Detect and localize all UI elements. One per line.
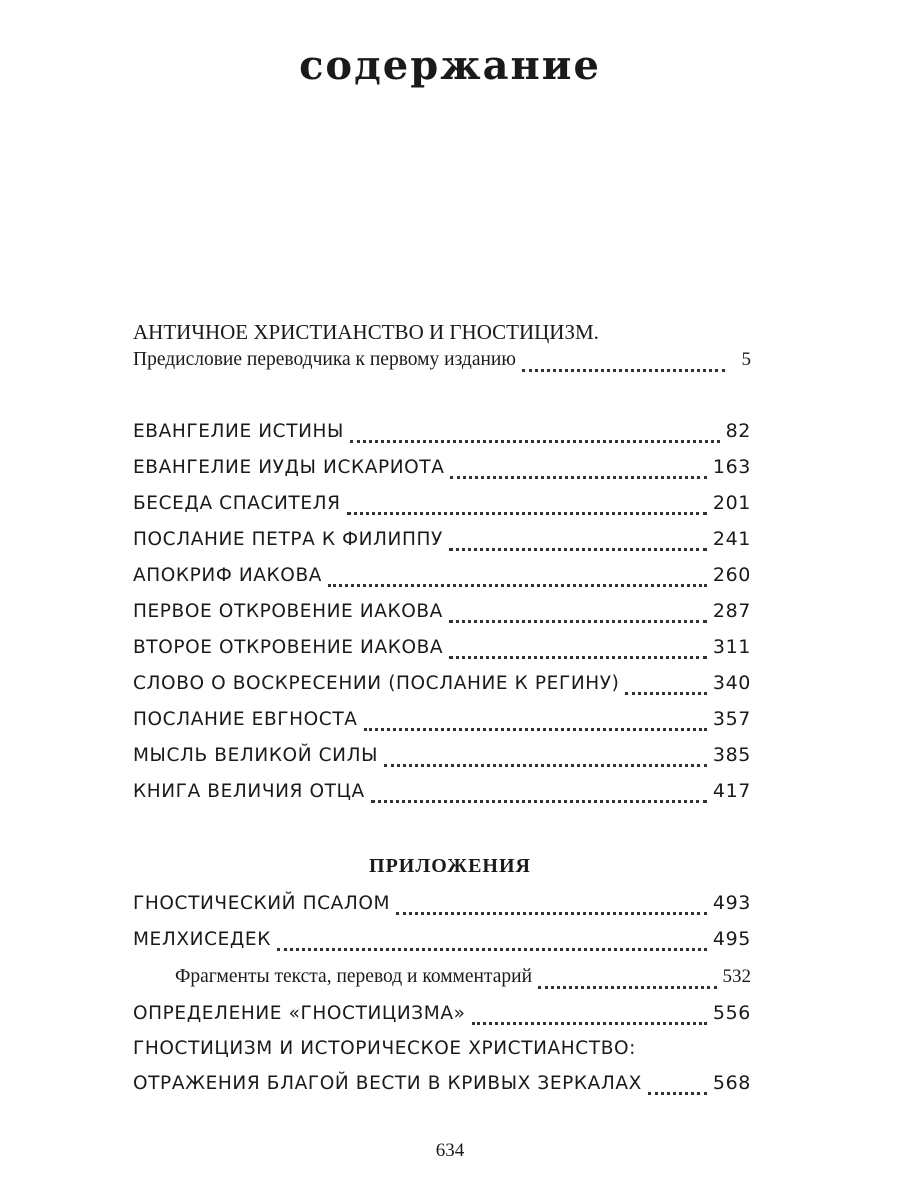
dot-leader (625, 692, 706, 695)
toc-entry-label: СЛОВО О ВОСКРЕСЕНИИ (ПОСЛАНИЕ К РЕГИНУ) (133, 673, 620, 694)
toc-entry (133, 1002, 751, 1032)
toc-entry-label: ГНОСТИЦИЗМ И ИСТОРИЧЕСКОЕ ХРИСТИАНСТВО: (133, 1038, 636, 1059)
dot-leader (449, 620, 707, 623)
toc-entry-page: 417 (712, 780, 751, 802)
toc-entry-page: 241 (712, 528, 751, 550)
page-title: содержание (299, 42, 601, 89)
toc-entry-page: 163 (712, 456, 751, 478)
dot-leader (384, 764, 707, 767)
dot-leader (396, 912, 707, 915)
dot-leader (277, 948, 707, 951)
toc-entry (133, 636, 751, 666)
toc-entry-page: 201 (712, 492, 751, 514)
toc-entry-label: ОТРАЖЕНИЯ БЛАГОЙ ВЕСТИ В КРИВЫХ ЗЕРКАЛАХ (133, 1073, 642, 1094)
toc-entry-label: ГНОСТИЧЕСКИЙ ПСАЛОМ (133, 893, 391, 914)
toc-entry-page: 556 (712, 1002, 751, 1024)
toc-entry-label: ОПРЕДЕЛЕНИЕ «ГНОСТИЦИЗМА» (133, 1003, 466, 1024)
toc-entry-page: 357 (712, 708, 751, 730)
toc-entry-label: Предисловие переводчика к первому изданию (133, 349, 516, 370)
toc-entry-page: 260 (712, 564, 751, 586)
dot-leader (449, 656, 707, 659)
toc-entry-page: 495 (712, 928, 751, 950)
toc-entry-line (133, 1038, 751, 1068)
toc-entry-label: АПОКРИФ ИАКОВА (133, 565, 323, 586)
dot-leader (648, 1092, 707, 1095)
toc-entry-page: 311 (712, 636, 751, 658)
toc-entry (133, 672, 751, 702)
toc-entry-page: 532 (722, 966, 751, 987)
toc-entry-label: Фрагменты текста, перевод и комментарий (175, 966, 532, 987)
dot-leader (328, 584, 707, 587)
toc-entry (133, 456, 751, 486)
dot-leader (522, 369, 725, 372)
toc-entry (133, 892, 751, 922)
dot-leader (364, 728, 707, 731)
toc-entry (133, 420, 751, 450)
toc-entry-label: ВТОРОЕ ОТКРОВЕНИЕ ИАКОВА (133, 637, 444, 658)
toc-entry (133, 349, 751, 379)
toc-entry-label: ЕВАНГЕЛИЕ ИСТИНЫ (133, 421, 344, 442)
toc-entry (133, 600, 751, 630)
toc-entry-page: 5 (741, 349, 751, 370)
toc-entry-label: ЕВАНГЕЛИЕ ИУДЫ ИСКАРИОТА (133, 457, 445, 478)
toc-entry-label: БЕСЕДА СПАСИТЕЛЯ (133, 493, 341, 514)
toc-entry-label: КНИГА ВЕЛИЧИЯ ОТЦА (133, 781, 365, 802)
dot-leader (350, 440, 720, 443)
dot-leader (371, 800, 707, 803)
toc-entry-page: 82 (725, 420, 751, 442)
toc-entry-page: 385 (712, 744, 751, 766)
toc-entry-page: 287 (712, 600, 751, 622)
intro-heading: АНТИЧНОЕ ХРИСТИАНСТВО И ГНОСТИЦИЗМ. (133, 320, 599, 344)
toc-entry-page: 493 (712, 892, 751, 914)
toc-entry-label: ПОСЛАНИЕ ПЕТРА К ФИЛИППУ (133, 529, 443, 550)
toc-entry (133, 928, 751, 958)
dot-leader (347, 512, 707, 515)
dot-leader (472, 1022, 707, 1025)
dot-leader (450, 476, 706, 479)
toc-entry (133, 708, 751, 738)
toc-entry-label: ПОСЛАНИЕ ЕВГНОСТА (133, 709, 358, 730)
toc-entry-page: 568 (712, 1072, 751, 1094)
toc-entry-label: ПЕРВОЕ ОТКРОВЕНИЕ ИАКОВА (133, 601, 443, 622)
dot-leader (538, 986, 717, 989)
dot-leader (449, 548, 707, 551)
toc-subentry (175, 966, 751, 996)
toc-entry (133, 492, 751, 522)
toc-entry (133, 564, 751, 594)
toc-entry (133, 780, 751, 810)
toc-entry (133, 744, 751, 774)
toc-entry-label: МЫСЛЬ ВЕЛИКОЙ СИЛЫ (133, 745, 379, 766)
toc-entry-page: 340 (712, 672, 751, 694)
toc-entry (133, 1072, 751, 1102)
toc-entry-label: МЕЛХИСЕДЕК (133, 929, 271, 950)
page-number: 634 (435, 1140, 465, 1161)
toc-entry (133, 528, 751, 558)
appendix-heading: ПРИЛОЖЕНИЯ (369, 855, 531, 877)
